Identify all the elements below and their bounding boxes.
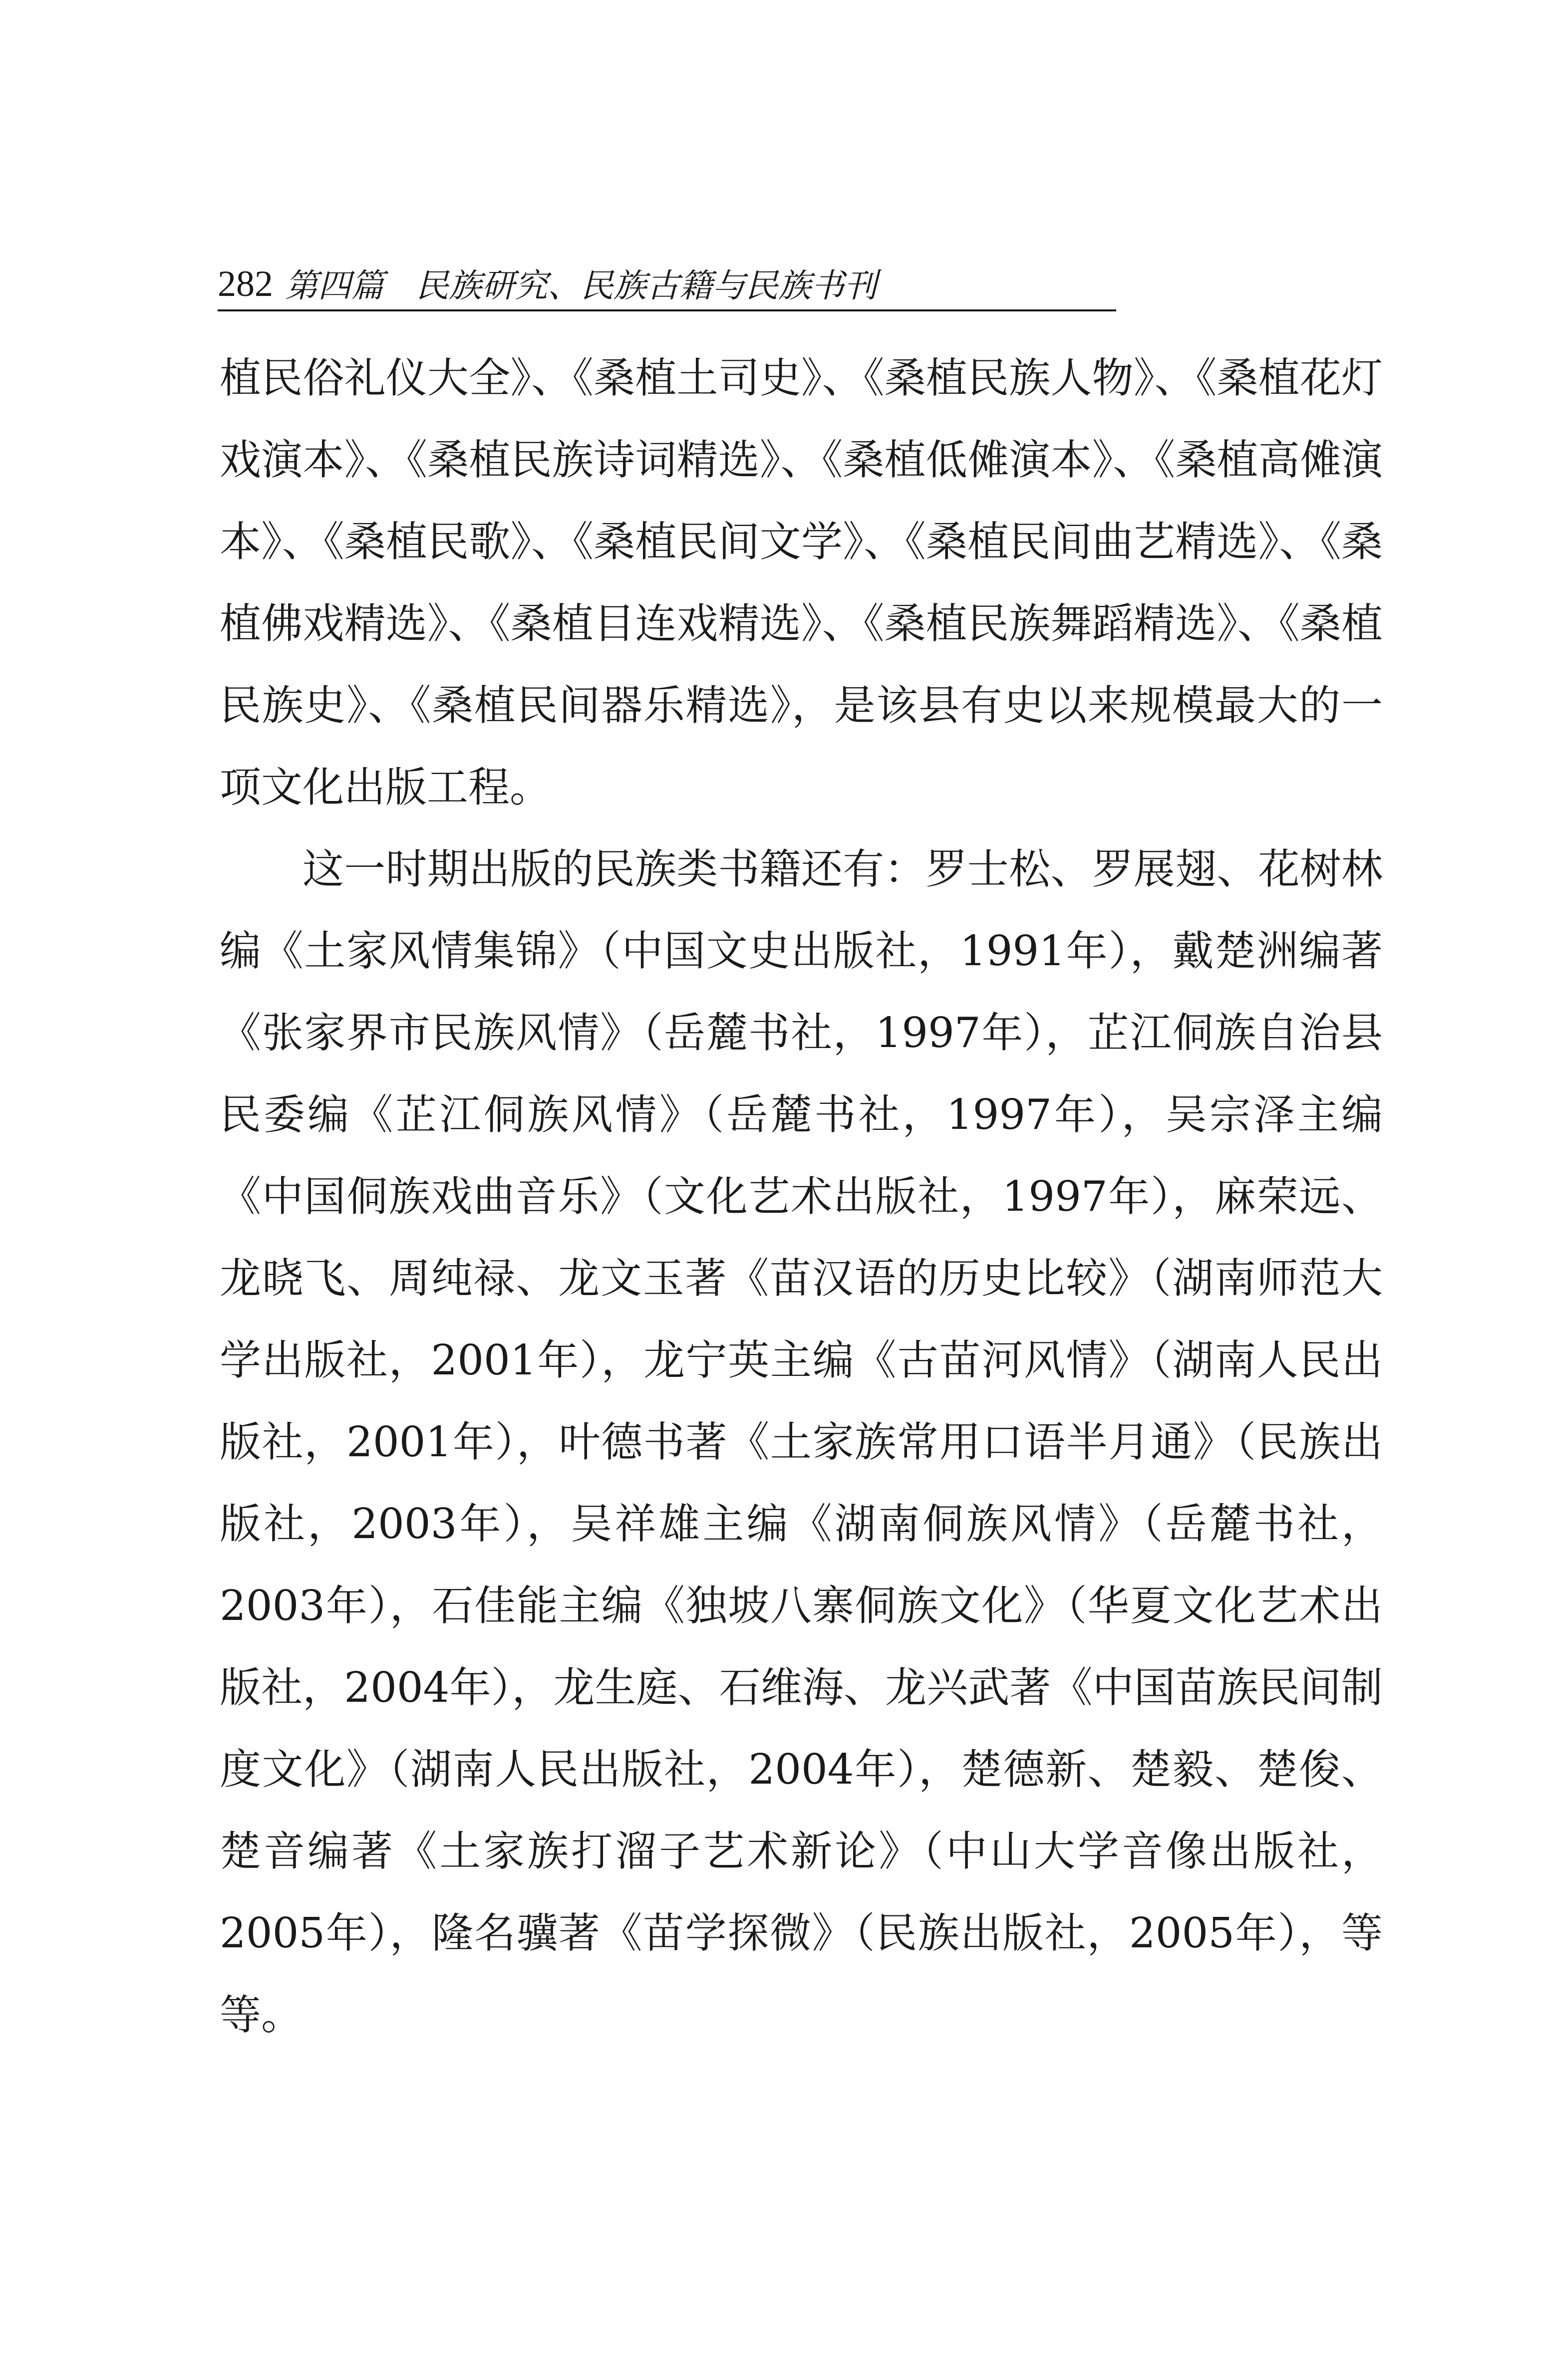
paragraph-ethnic-books: 这一时期出版的民族类书籍还有：罗士松、罗展翅、花树林编《土家风情集锦》（中国文史出版社，1991年），戴楚洲编著《张家界市民族风情》（岳麓书社，1997年），芷江侗族自治县民委编《芷江侗族风情》（岳麓书社，1997年），吴宗泽主编《中国侗族戏曲音乐》（文化艺术出版社，1997年），麻荣远、龙晓飞、周纯禄、龙文玉著《苗汉语的历史比较》（湖南师范大学出版社，2001年），龙宁英主编《古苗河风情》（湖南人民出版社，2001年），叶德书著《土家族常用口语半月通》（民族出版社，2003年），吴祥雄主编《湖南侗族风情》（岳麓书社，2003年），石佳能主编《独坡八寨侗族文化》（华夏文化艺术出版社，2004年），龙生庭、石维海、龙兴武著《中国苗族民间制度文化》（湖南人民出版社，2004年），楚德新、楚毅、楚俊、楚音编著《土家族打溜子艺术新论》（中山大学音像出版社，2005年），隆名骥著《苗学探微》（民族出版社，2005年），等等。 <box>220 845 1383 2039</box>
body-text <box>220 337 1383 2056</box>
section-title: 民族研究、民族古籍与民族书刊 <box>416 266 877 305</box>
paragraph-continued: 植民俗礼仪大全》、《桑植土司史》、《桑植民族人物》、《桑植花灯戏演本》、《桑植民族诗词精选》、《桑植低傩演本》、《桑植高傩演本》、《桑植民歌》、《桑植民间文学》、《桑植民间曲艺精选》、《桑植佛戏精选》、《桑植目连戏精选》、《桑植民族舞蹈精选》、《桑植民族史》、《桑植民间器乐精选》，是该县有史以来规模最大的一项文化出版工程。 <box>220 354 1383 811</box>
running-head <box>218 252 1116 311</box>
part-title: 第四篇 <box>285 266 384 305</box>
page-number: 282 <box>218 264 273 304</box>
